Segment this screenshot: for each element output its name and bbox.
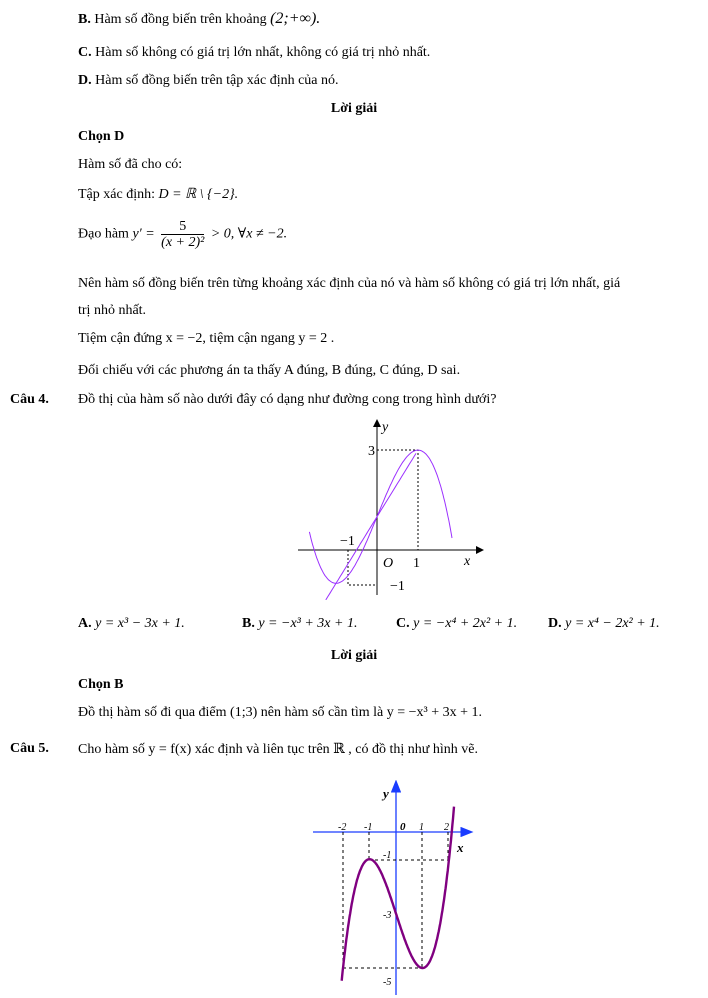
solution-heading-2: Lời giải (330, 648, 378, 663)
q4-tick-m1x: −1 (340, 534, 355, 549)
q5-curve (342, 807, 454, 981)
option-b-label: B. (78, 12, 91, 27)
q5-text: Cho hàm số y = f(x) xác định và liên tục trên ℝ , có đồ thị như hình vẽ. (78, 742, 478, 757)
q4-curve-line (326, 453, 416, 600)
q5-x-label: x (457, 840, 464, 855)
q4-option-b-text: y = −x³ + 3x + 1. (258, 616, 358, 631)
option-d-text: Hàm số đồng biến trên tập xác định của nó. (95, 73, 339, 88)
q4-option-d-label: D. (548, 616, 562, 631)
derivative-denominator: (x + 2)² (161, 235, 205, 250)
asymptote-text: Tiệm cận đứng x = −2, tiệm cận ngang y = 2 . (78, 331, 335, 346)
q5-tick-m2: -2 (338, 822, 347, 833)
option-d (78, 73, 339, 89)
q4-tick-m1y: −1 (390, 579, 405, 594)
q5-tick-m3: -3 (383, 910, 392, 921)
q4-guide-min (348, 550, 377, 585)
q4-label: Câu 4. (10, 392, 49, 407)
q4-origin: O (383, 556, 394, 571)
derivative-lhs: y′ = (132, 226, 155, 242)
q5-tick-m1: -1 (364, 822, 373, 833)
q4-option-c-text: y = −x⁴ + 2x² + 1. (413, 616, 518, 631)
q5-tick-1: 1 (419, 822, 424, 833)
q4-solution-text: Đồ thị hàm số đi qua điểm (1;3) nên hàm số cần tìm là y = −x³ + 3x + 1. (78, 705, 482, 720)
choose-b: Chọn B (78, 677, 124, 692)
option-c (78, 45, 430, 61)
option-b-text: Hàm số đồng biến trên khoảng (94, 12, 267, 27)
conclusion-line-2: trị nhỏ nhất. (78, 303, 147, 318)
q4-option-a-text: y = x³ − 3x + 1. (95, 616, 185, 631)
choose-d: Chọn D (78, 129, 125, 144)
q4-option-b-label: B. (242, 616, 255, 631)
solution-heading: Lời giải (330, 101, 378, 116)
q4-x-label: x (464, 554, 471, 569)
derivative-rhs: > 0, ∀x ≠ −2. (210, 226, 288, 242)
domain-label: Tập xác định: (78, 187, 155, 202)
q4-text: Đồ thị của hàm số nào dưới đây có dạng như đường cong trong hình dưới? (78, 392, 497, 407)
q4-guide-max (377, 450, 418, 550)
option-c-text: Hàm số không có giá trị lớn nhất, không có giá trị nhỏ nhất. (95, 45, 431, 60)
q4-tick-1: 1 (413, 556, 420, 571)
q4-option-c (396, 616, 517, 632)
derivative-line (78, 219, 287, 250)
derivative-fraction (161, 219, 204, 250)
derivative-label: Đạo hàm (78, 226, 129, 242)
q4-curve-cubic (309, 450, 452, 583)
q5-label: Câu 5. (10, 741, 49, 756)
q4-y-label: y (382, 420, 389, 435)
option-b (78, 10, 320, 28)
q5-origin: 0 (400, 821, 406, 833)
q4-graph (290, 415, 490, 600)
option-c-label: C. (78, 45, 92, 60)
option-d-label: D. (78, 73, 92, 88)
domain-line (78, 186, 238, 203)
q4-option-c-label: C. (396, 616, 410, 631)
domain-math: D = ℝ \ {−2}. (158, 187, 239, 202)
q4-option-d-text: y = x⁴ − 2x² + 1. (565, 616, 660, 631)
q5-tick-2: 2 (444, 822, 449, 833)
given-text: Hàm số đã cho có: (78, 157, 183, 172)
q5-tick-m1y: -1 (383, 850, 392, 861)
q5-y-label: y (383, 786, 389, 801)
q5-graph (305, 780, 480, 998)
option-b-math: (2;+∞). (270, 10, 321, 27)
q4-option-b (242, 616, 357, 632)
q4-option-a-label: A. (78, 616, 92, 631)
q4-tick-3: 3 (368, 444, 375, 459)
derivative-numerator: 5 (161, 219, 204, 235)
q5-tick-m5: -5 (383, 977, 392, 988)
q4-option-d (548, 616, 660, 632)
conclusion-line-1: Nên hàm số đồng biến trên từng khoảng xác định của nó và hàm số không có giá trị lớn nhất, giá (78, 276, 621, 291)
compare-text: Đối chiếu với các phương án ta thấy A đúng, B đúng, C đúng, D sai. (78, 363, 461, 378)
q4-option-a (78, 616, 185, 632)
